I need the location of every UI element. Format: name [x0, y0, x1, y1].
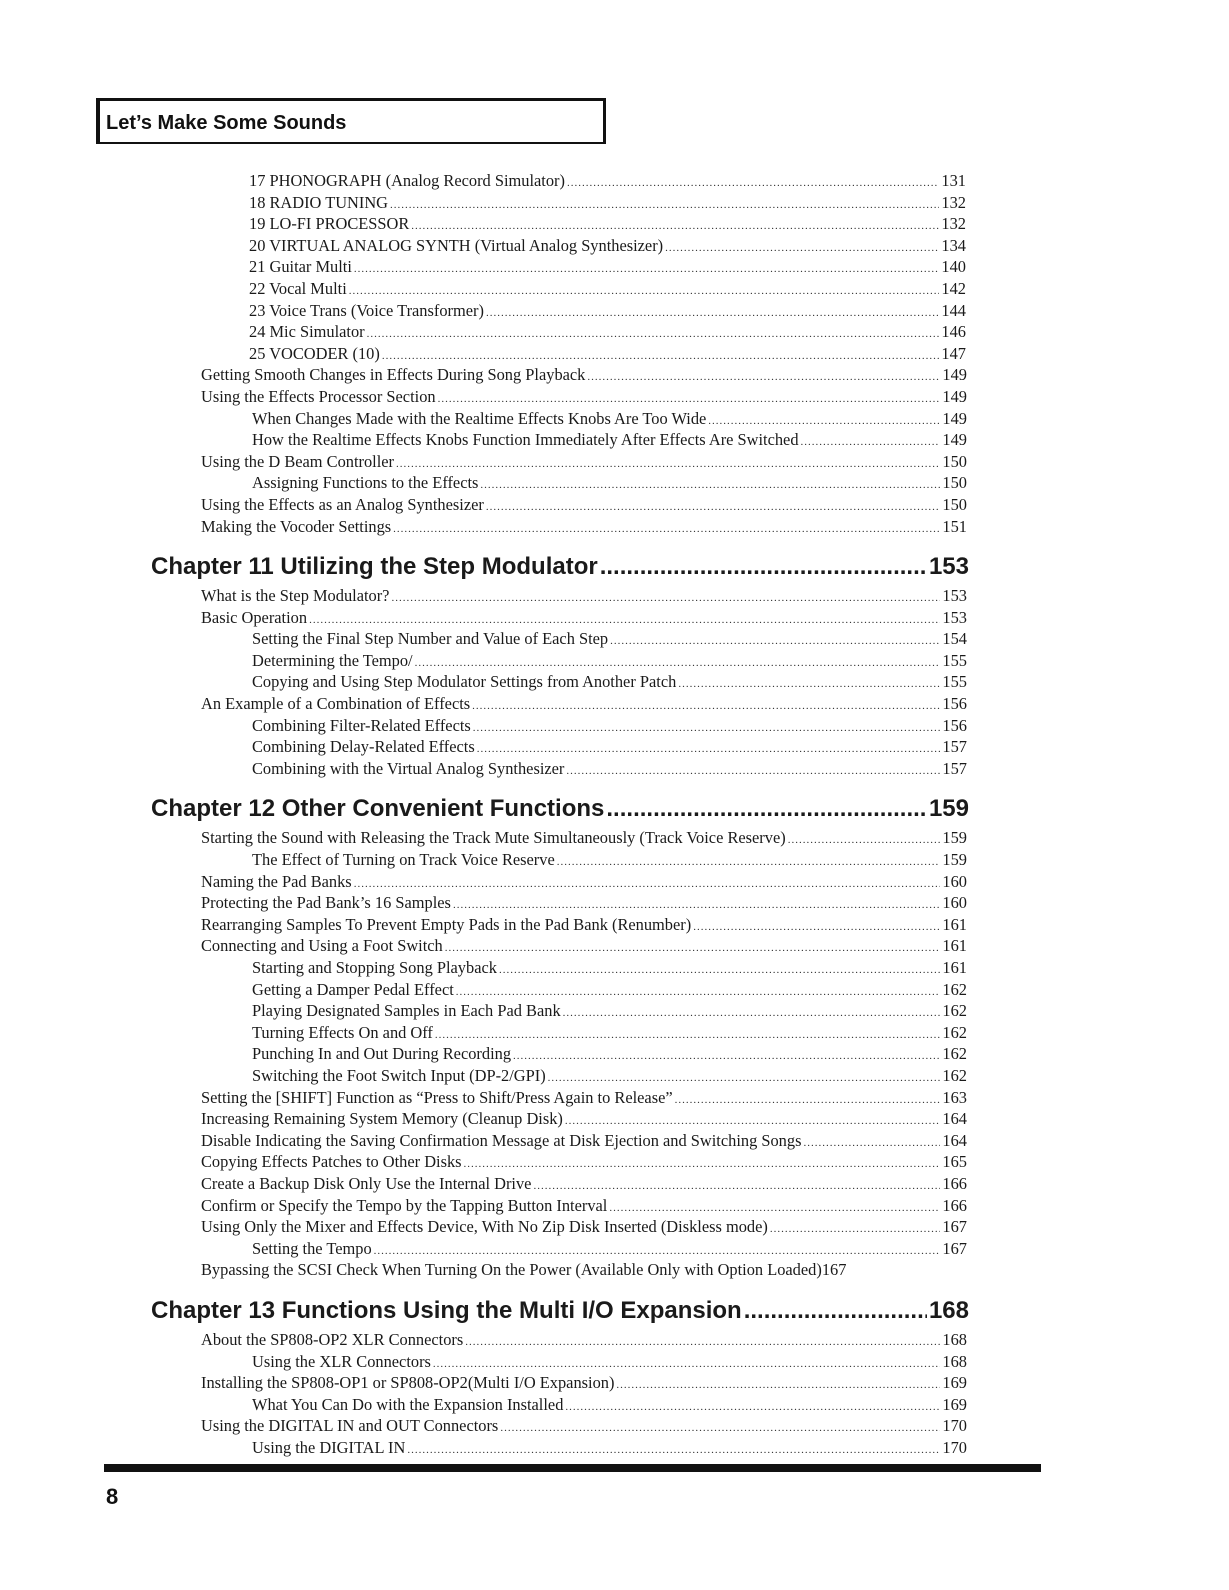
toc-entry	[0, 628, 967, 650]
toc-entry	[0, 1130, 967, 1152]
toc-page-number: 159	[942, 828, 967, 848]
dot-leader	[480, 475, 940, 497]
toc-page-number: 162	[942, 979, 967, 999]
toc-entry	[0, 429, 967, 451]
dot-leader	[567, 173, 939, 195]
toc-entry-title: 25 VOCODER (10)	[249, 343, 380, 363]
dot-leader	[770, 1219, 941, 1241]
toc-entry-title: 24 Mic Simulator	[249, 322, 365, 342]
toc-entry	[0, 1259, 967, 1281]
toc-page-number: 153	[942, 586, 967, 606]
dot-leader	[565, 1397, 940, 1419]
toc-page-number: 162	[942, 1022, 967, 1042]
toc-page-number: 150	[942, 494, 967, 514]
toc-entry-title: Copying Effects Patches to Other Disks	[201, 1152, 462, 1172]
toc-entry-title: Setting the Final Step Number and Value of Each Step	[252, 629, 609, 649]
toc-page-number: 159	[942, 850, 967, 870]
toc-entry-title: Basic Operation	[201, 607, 308, 627]
toc-entry-title: Copying and Using Step Modulator Settings from Another Patch	[252, 672, 677, 692]
toc-entry-title: Setting the Tempo	[252, 1238, 372, 1258]
toc-entry-title: What You Can Do with the Expansion Installed	[252, 1394, 564, 1414]
toc-entry	[0, 192, 966, 214]
toc-entry-title: 22 Vocal Multi	[249, 278, 347, 298]
toc-entry-title: Using the XLR Connectors	[252, 1351, 431, 1371]
toc-page-number: 131	[941, 171, 966, 190]
toc-page-number: 132	[941, 192, 966, 212]
toc-entry	[0, 213, 966, 235]
toc-entry-title: 20 VIRTUAL ANALOG SYNTH (Virtual Analog Synthesizer)	[249, 235, 664, 255]
toc-entry	[0, 364, 967, 386]
toc-entry	[0, 1195, 967, 1217]
toc-entry-title: Chapter 12 Other Convenient Functions	[151, 795, 605, 823]
toc-page-number: 149	[942, 430, 967, 450]
dot-leader	[744, 1291, 927, 1331]
toc-entry	[0, 343, 966, 365]
toc-entry	[0, 607, 967, 629]
toc-entry-title: Getting a Damper Pedal Effect	[252, 979, 454, 999]
toc-entry	[0, 935, 967, 957]
dot-leader	[665, 238, 939, 260]
toc-entry-title: How the Realtime Effects Knobs Function Immediately After Effects Are Switched	[252, 430, 799, 450]
toc-entry	[0, 585, 967, 607]
toc-page-number: 160	[942, 893, 967, 913]
toc-page-number: 140	[941, 257, 966, 277]
toc-page-number: 167	[821, 1260, 847, 1280]
dot-leader	[465, 1332, 940, 1354]
toc-entry-title: Using Only the Mixer and Effects Device, With No Zip Disk Inserted (Diskless mode)	[201, 1217, 768, 1237]
dot-leader	[788, 830, 941, 852]
toc-entry	[0, 1437, 967, 1459]
dot-leader	[499, 960, 940, 982]
toc-entry	[0, 871, 967, 893]
dot-leader	[473, 718, 941, 740]
toc-entry-title: Chapter 11 Utilizing the Step Modulator	[151, 553, 598, 581]
toc-entry-title: The Effect of Turning on Track Voice Reserve	[252, 850, 555, 870]
toc-entry	[0, 736, 967, 758]
toc-entry-title: Combining Filter-Related Effects	[252, 715, 471, 735]
toc-entry-title: Using the DIGITAL IN	[252, 1437, 406, 1457]
toc-page-number: 170	[942, 1416, 967, 1436]
dot-leader	[513, 1046, 940, 1068]
toc-entry-title: Using the DIGITAL IN and OUT Connectors	[201, 1416, 499, 1436]
toc-page-number: 165	[942, 1152, 967, 1172]
toc-entry-title: 18 RADIO TUNING	[249, 192, 389, 212]
toc-entry	[0, 715, 967, 737]
toc-page-number: 162	[942, 1044, 967, 1064]
dot-leader	[606, 789, 927, 829]
toc-entry-title: What is the Step Modulator?	[201, 586, 390, 606]
toc-entry-title: 19 LO-FI PROCESSOR	[249, 214, 410, 234]
toc-page-number: 168	[928, 1296, 969, 1324]
toc-entry	[0, 671, 967, 693]
toc-page-number: 164	[942, 1130, 967, 1150]
dot-leader	[678, 674, 940, 696]
toc-entry	[0, 235, 966, 257]
dot-leader	[616, 1375, 940, 1397]
toc-entry-title: Rearranging Samples To Prevent Empty Pads in the Pad Bank (Renumber)	[201, 914, 692, 934]
toc-entry	[0, 1022, 967, 1044]
dot-leader	[610, 631, 940, 653]
toc-page-number: 169	[942, 1394, 967, 1414]
toc-entry	[0, 170, 966, 192]
toc-entry-title: Getting Smooth Changes in Effects During Song Playback	[201, 365, 586, 385]
toc-page-number: 166	[942, 1195, 967, 1215]
dot-leader	[472, 696, 940, 718]
toc-page-number: 161	[942, 914, 967, 934]
toc-page-number: 153	[928, 553, 969, 581]
toc-entry	[0, 1329, 967, 1351]
toc-entry	[0, 1087, 967, 1109]
dot-leader	[367, 324, 940, 346]
toc-page-number: 144	[941, 300, 966, 320]
toc-entry	[0, 386, 967, 408]
toc-entry-title: Combining with the Virtual Analog Synthesizer	[252, 758, 565, 778]
dot-leader	[391, 588, 940, 610]
dot-leader	[486, 303, 939, 325]
dot-leader	[600, 547, 927, 587]
dot-leader	[557, 852, 941, 874]
toc-page-number: 155	[942, 672, 967, 692]
toc-chapter-heading	[0, 789, 969, 829]
toc-page-number: 170	[942, 1437, 967, 1457]
toc-entry	[0, 1065, 967, 1087]
dot-leader	[500, 1418, 940, 1440]
toc-entry	[0, 979, 967, 1001]
toc-entry-title: Combining Delay-Related Effects	[252, 737, 475, 757]
dot-leader	[393, 519, 940, 541]
toc-entry-title: Starting and Stopping Song Playback	[252, 958, 497, 977]
toc-page-number: 163	[942, 1087, 967, 1107]
toc-page-number: 168	[942, 1329, 967, 1349]
toc-page-number: 155	[942, 650, 967, 670]
dot-leader	[587, 367, 940, 389]
toc-entry	[0, 451, 967, 473]
toc-entry-title: When Changes Made with the Realtime Effects Knobs Are Too Wide	[252, 408, 707, 428]
toc-entry-title: Turning Effects On and Off	[252, 1022, 433, 1042]
toc-entry-title: Chapter 13 Functions Using the Multi I/O Expansion	[151, 1296, 742, 1324]
dot-leader	[563, 1003, 941, 1025]
toc-page-number: 150	[942, 473, 967, 493]
dot-leader	[445, 938, 941, 960]
toc-entry-title: Playing Designated Samples in Each Pad Bank	[252, 1001, 561, 1021]
toc-entry-title: Determining the Tempo/	[252, 650, 413, 670]
toc-page-number: 162	[942, 1065, 967, 1085]
toc-entry-title: Confirm or Specify the Tempo by the Tapping Button Interval	[201, 1195, 608, 1215]
toc-entry	[0, 892, 967, 914]
dot-leader	[464, 1154, 941, 1176]
toc-entry	[0, 1415, 967, 1437]
dot-leader	[390, 195, 939, 217]
dot-leader	[693, 917, 940, 939]
dot-leader	[486, 497, 941, 519]
toc-page-number: 168	[942, 1351, 967, 1371]
toc-entry-title: 21 Guitar Multi	[249, 257, 352, 277]
toc-page-number: 167	[942, 1217, 967, 1237]
toc-page-number: 146	[941, 322, 966, 342]
toc-entry-title: Increasing Remaining System Memory (Cleanup Disk)	[201, 1109, 563, 1129]
section-header-title: Let’s Make Some Sounds	[106, 112, 347, 134]
toc-entry	[0, 300, 966, 322]
toc-page-number: 132	[941, 214, 966, 234]
toc-entry-title: Naming the Pad Banks	[201, 871, 352, 891]
toc-entry-title: Bypassing the SCSI Check When Turning On the Power (Available Only with Option Loaded)	[201, 1260, 822, 1280]
toc-entry	[0, 1394, 967, 1416]
toc-page-number: 149	[942, 365, 967, 385]
toc-entry	[0, 472, 967, 494]
toc-entry	[0, 1151, 967, 1173]
toc-entry	[0, 1108, 967, 1130]
toc-page-number: 151	[942, 516, 967, 536]
toc-entry-title: 23 Voice Trans (Voice Transformer)	[249, 300, 484, 320]
toc-page-number: 160	[942, 871, 967, 891]
footer-rule	[104, 1464, 1041, 1472]
toc-entry	[0, 516, 967, 538]
toc-page-number: 154	[942, 629, 967, 649]
toc-entry	[0, 1173, 967, 1195]
toc-page-number: 147	[941, 343, 966, 363]
toc-entry	[0, 849, 967, 871]
dot-leader	[801, 432, 941, 454]
toc-entry-title: An Example of a Combination of Effects	[201, 694, 471, 714]
toc-entry	[0, 408, 967, 430]
toc-page-number: 156	[942, 715, 967, 735]
toc-page-number: 162	[942, 1001, 967, 1021]
table-of-contents	[0, 170, 1229, 1458]
toc-page-number: 149	[942, 386, 967, 406]
toc-page-number: 142	[941, 278, 966, 298]
toc-entry-title: Switching the Foot Switch Input (DP-2/GPI)	[252, 1065, 546, 1085]
dot-leader	[675, 1090, 941, 1112]
page-number: 8	[106, 1484, 119, 1509]
toc-entry	[0, 758, 967, 780]
toc-page-number: 166	[942, 1173, 967, 1193]
toc-entry-title: 17 PHONOGRAPH (Analog Record Simulator)	[249, 171, 565, 190]
toc-page-number: 161	[942, 958, 967, 977]
toc-entry	[0, 1238, 967, 1260]
toc-page-number: 149	[942, 408, 967, 428]
toc-entry-title: Using the D Beam Controller	[201, 451, 395, 471]
toc-page-number: 157	[942, 737, 967, 757]
toc-page-number: 159	[928, 795, 969, 823]
toc-entry	[0, 278, 966, 300]
toc-entry	[0, 1043, 967, 1065]
toc-entry	[0, 827, 967, 849]
toc-entry-title: Punching In and Out During Recording	[252, 1044, 512, 1064]
toc-entry	[0, 693, 967, 715]
toc-entry-title: Assigning Functions to the Effects	[252, 473, 479, 493]
toc-page-number: 157	[942, 758, 967, 778]
toc-page-number: 164	[942, 1109, 967, 1129]
dot-leader	[354, 259, 940, 281]
toc-page-number: 167	[942, 1238, 967, 1258]
toc-page-number: 156	[942, 694, 967, 714]
toc-entry	[0, 494, 967, 516]
toc-entry	[0, 914, 967, 936]
toc-entry-title: Using the Effects Processor Section	[201, 386, 436, 406]
toc-page-number: 169	[942, 1373, 967, 1393]
toc-entry	[0, 1351, 967, 1373]
toc-page-number: 134	[941, 235, 966, 255]
toc-entry	[0, 321, 966, 343]
dot-leader	[803, 1133, 940, 1155]
toc-entry-title: Create a Backup Disk Only Use the Internal Drive	[201, 1173, 532, 1193]
dot-leader	[407, 1440, 940, 1462]
toc-entry-title: Protecting the Pad Bank’s 16 Samples	[201, 893, 451, 913]
toc-entry-title: Making the Vocoder Settings	[201, 516, 392, 536]
toc-chapter-heading	[0, 547, 969, 587]
toc-entry-title: Connecting and Using a Foot Switch	[201, 936, 443, 956]
toc-entry	[0, 650, 967, 672]
toc-entry-title: Installing the SP808-OP1 or SP808-OP2(Multi I/O Expansion)	[201, 1373, 615, 1393]
toc-chapter-heading	[0, 1291, 969, 1331]
toc-entry	[0, 1000, 967, 1022]
toc-entry	[0, 1216, 967, 1238]
toc-entry-title: Disable Indicating the Saving Confirmation Message at Disk Ejection and Switching Songs	[201, 1130, 802, 1150]
toc-entry	[0, 957, 967, 979]
toc-entry-title: Setting the [SHIFT] Function as “Press to Shift/Press Again to Release”	[201, 1087, 673, 1107]
toc-page-number: 150	[942, 451, 967, 471]
dot-leader	[566, 761, 940, 783]
toc-page-number: 153	[942, 607, 967, 627]
toc-entry-title: Starting the Sound with Releasing the Track Mute Simultaneously (Track Voice Reserve)	[201, 828, 786, 848]
toc-entry	[0, 1372, 967, 1394]
toc-page-number: 161	[942, 936, 967, 956]
toc-entry	[0, 256, 966, 278]
toc-entry-title: About the SP808-OP2 XLR Connectors	[201, 1329, 464, 1349]
toc-entry-title: Using the Effects as an Analog Synthesizer	[201, 494, 484, 514]
